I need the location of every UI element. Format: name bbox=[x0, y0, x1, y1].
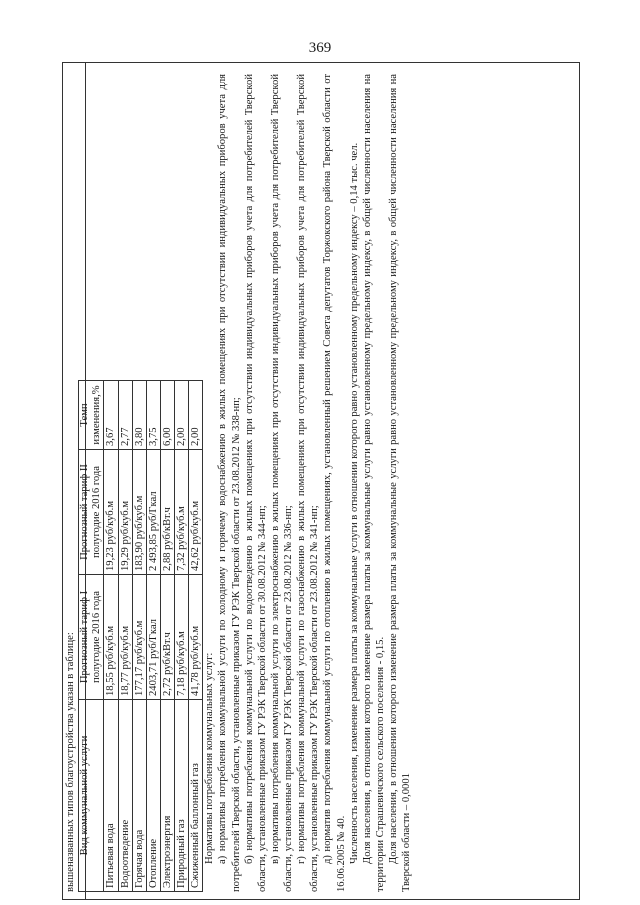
table-row bbox=[160, 381, 174, 892]
cell-change-rate: 3,75 bbox=[146, 381, 160, 450]
table-row bbox=[104, 381, 118, 892]
norm-item-v: в) нормативы потребления коммунальной услуги по электроснабжению в жилых помещениях при отсутствии индивидуальных приборов учета для потребителей Тверской области, установленные приказом ГУ РЭК Тверской области от 23.08.2012 № 336-нп; bbox=[269, 74, 295, 892]
cell-service: Сжиженный баллонный газ bbox=[189, 700, 203, 892]
norms-heading: Нормативы потребления коммунальных услуг: bbox=[204, 652, 216, 864]
table-row bbox=[132, 381, 146, 892]
cell-tariff-h1: 18,77 руб/куб.м bbox=[118, 575, 132, 700]
cell-service: Электроэнергия bbox=[160, 700, 174, 892]
cell-service: Горячая вода bbox=[132, 700, 146, 892]
cell-tariff-h2: 19,23 руб/куб.м bbox=[104, 450, 118, 575]
page-number: 369 bbox=[308, 40, 332, 56]
cell-change-rate: 2,00 bbox=[175, 381, 189, 450]
table-header-row bbox=[79, 381, 104, 892]
population-count: Численность населения, изменение размера платы за коммунальные услуги в отношении которого равно установленному предельному индексу – 0,14 тыс. чел. bbox=[348, 142, 360, 864]
cell-service: Питьевая вода bbox=[104, 700, 118, 892]
cell-change-rate: 3,80 bbox=[132, 381, 146, 450]
header-service: Вид коммунальной услуги bbox=[79, 700, 104, 892]
cell-tariff-h1: 2403,71 руб/Гкал bbox=[146, 575, 160, 700]
table-row bbox=[189, 381, 203, 892]
cell-tariff-h1: 41,78 руб/куб.м bbox=[189, 575, 203, 700]
cell-change-rate: 6,00 bbox=[160, 381, 174, 450]
cell-tariff-h1: 2,72 руб/кВт.ч bbox=[160, 575, 174, 700]
cell-tariff-h2: 19,29 руб/куб.м bbox=[118, 450, 132, 575]
document-content bbox=[64, 74, 413, 892]
table-row bbox=[118, 381, 132, 892]
cell-tariff-h2: 7,32 руб/куб.м bbox=[175, 450, 189, 575]
cell-tariff-h1: 7,18 руб/куб.м bbox=[175, 575, 189, 700]
norm-item-g: г) нормативы потребления коммунальной услуги по газоснабжению в жилых помещениях при отсутствии индивидуальных приборов учета для потребителей Тверской области, установленные приказом ГУ РЭК Тверской области от 23.08.2012 № 341-нп; bbox=[296, 74, 321, 892]
cell-change-rate: 2,00 bbox=[189, 381, 203, 450]
norm-item-b: б) нормативы потребления коммунальной услуги по водоотведению в жилых помещениях при отсутствии индивидуальных приборов учета для потребителей Тверской области, установленные приказом ГУ РЭК Тверской области от 30.08.2012 № 344-нп; bbox=[243, 74, 268, 892]
cell-service: Природный газ bbox=[175, 700, 189, 892]
header-tariff-h2: Прогнозный тариф II полугодие 2016 года bbox=[79, 450, 104, 575]
header-change-rate: Темп изменения,% bbox=[79, 381, 104, 450]
population-share-region: Доля населения, в отношении которого изменение размера платы за коммунальные услуги равно установленному предельному индексу, в общей численности населения на Тверской области – 0,0001 bbox=[388, 74, 413, 892]
cell-service: Водоотведение bbox=[118, 700, 132, 892]
rotated-document-body bbox=[62, 62, 580, 900]
population-share-settlement: Доля населения, в отношении которого изменение размера платы за коммунальные услуги равно установленному предельному индексу, в общей численности населения на территории Страшевичского сельского поселения - 0,15. bbox=[361, 74, 386, 892]
norm-item-a: а) нормативы потребления коммунальной услуги по холодному и горячему водоснабжению в жилых помещениях при отсутствии индивидуальных приборов учета для потребителей Тверской области, установленные приказом ГУ РЭК Тверской области от 23.08.2012 № 338-нп; bbox=[217, 74, 242, 892]
cell-tariff-h1: 177,17 руб/куб.м bbox=[132, 575, 146, 700]
cell-change-rate: 3,67 bbox=[104, 381, 118, 450]
cell-tariff-h2: 2 493,85 руб/Гкал bbox=[146, 450, 160, 575]
table-intro: вышеназванных типов благоустройства указан в таблице: bbox=[65, 632, 76, 892]
cell-tariff-h2: 42,62 руб/куб.м bbox=[189, 450, 203, 575]
norm-item-d: д) норматив потребления коммунальной услуги по отоплению в жилых помещениях, установленный решением Совета депутатов Торжокского района Тверской области от 16.06.2005 № 40. bbox=[322, 74, 347, 892]
header-tariff-h1: Прогнозный тариф I полугодие 2016 года bbox=[79, 575, 104, 700]
cell-change-rate: 2,77 bbox=[118, 381, 132, 450]
table-row bbox=[175, 381, 189, 892]
cell-tariff-h2: 2,88 руб/кВт.ч bbox=[160, 450, 174, 575]
tariff-table bbox=[78, 380, 203, 892]
cell-tariff-h1: 18,55 руб/куб.м bbox=[104, 575, 118, 700]
cell-tariff-h2: 183,90 руб/куб.м bbox=[132, 450, 146, 575]
cell-service: Отопление bbox=[146, 700, 160, 892]
table-row bbox=[146, 381, 160, 892]
